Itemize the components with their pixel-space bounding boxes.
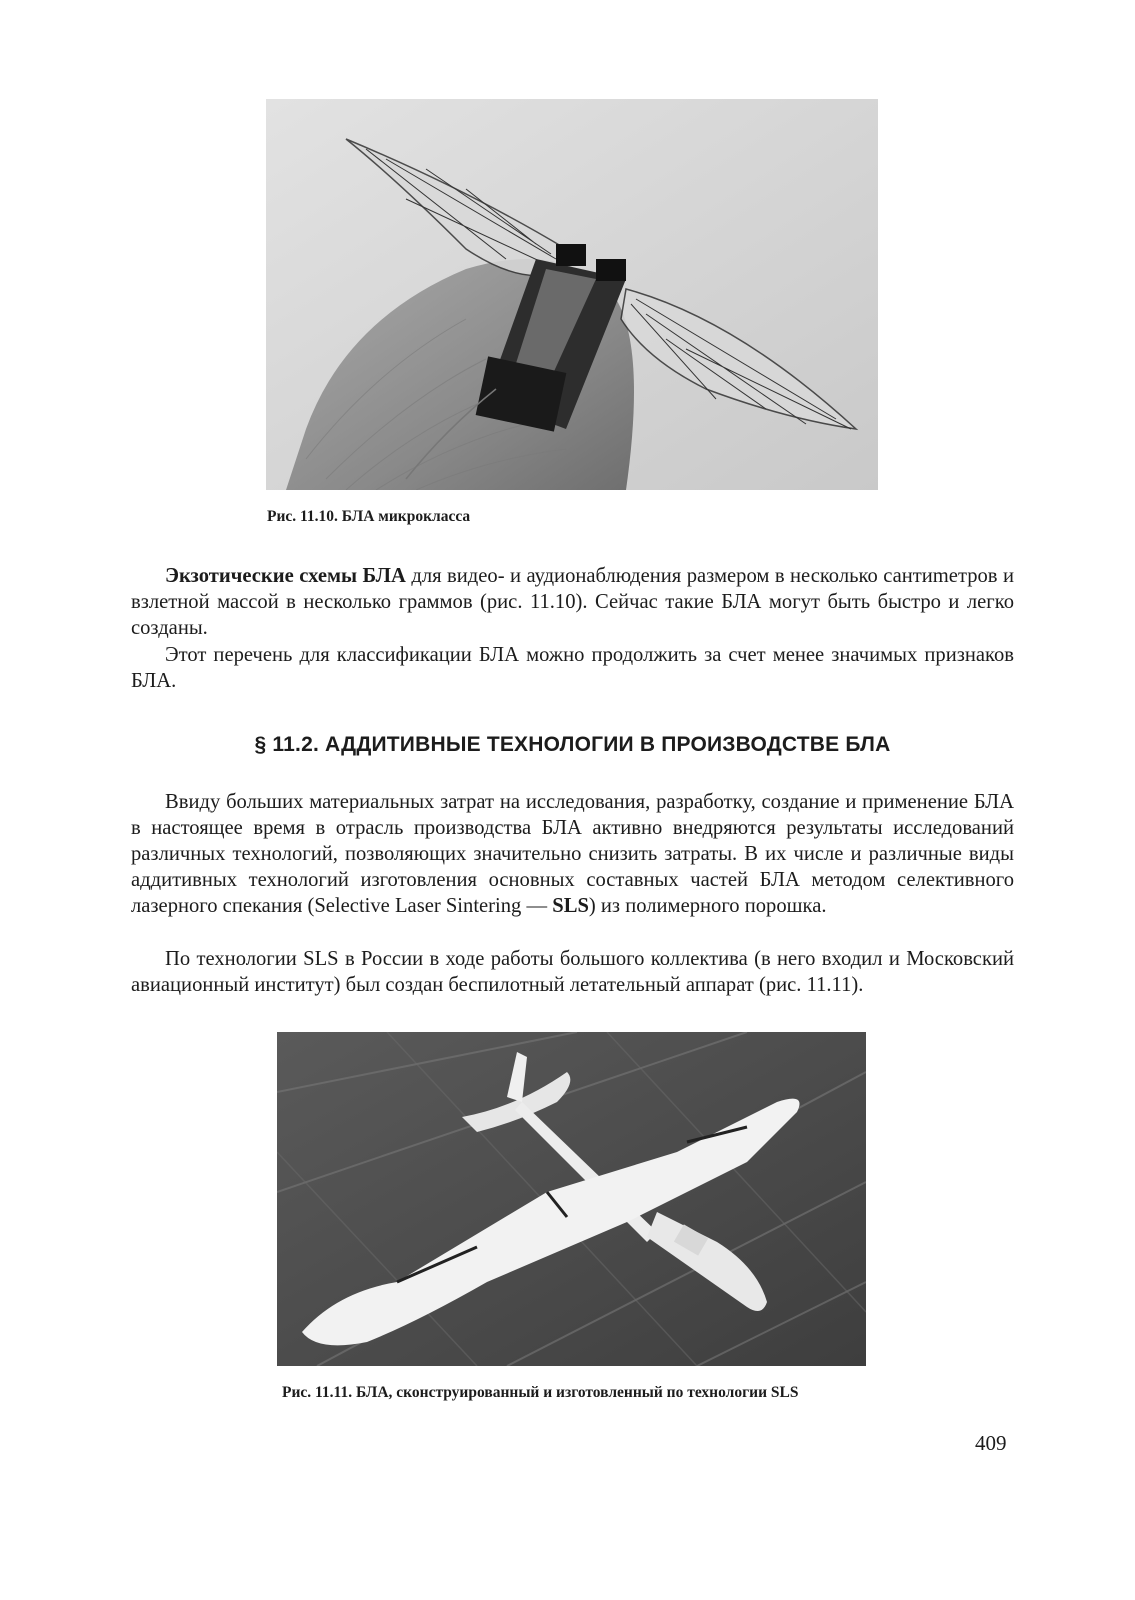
page-number: 409 [975, 1431, 1007, 1455]
paragraph-text: Ввиду больших материальных затрат на исследования, разработку, создание и применение БЛА в настоящее время в отрасль производства БЛА активно внедряются результаты исследований различных технологий, позволяющих значительно снизить затраты. В их числе и различные виды аддитивных технологий изготовления основных составных частей БЛА методом селективного лазерного спекания (Selective Laser Sintering — [131, 791, 1014, 917]
paragraph-text: для видео- и аудионаблюдения размером в несколько сантиmетров и взлетной массой в несколько граммов (рис. 11.10). Сейчас такие БЛА могут быть быстро и легко созданы. [131, 565, 1014, 639]
paragraph [131, 563, 1014, 641]
paragraph-text: ) из полимерного порошка. [588, 895, 827, 917]
paragraph: По технологии SLS в России в ходе работы большого коллектива (в него входил и Московский авиационный институт) был создан беспилотный летательный аппарат (рис. 11.11). [131, 948, 1014, 996]
figure-caption: Рис. 11.11. БЛА, сконструированный и изготовленный по технологии SLS [282, 1384, 799, 1401]
figure-sls-uav-photo [277, 1032, 866, 1366]
bold-term: Экзотические схемы БЛА [165, 565, 406, 587]
figure-caption: Рис. 11.10. БЛА микрокласса [267, 508, 471, 525]
section-heading: § 11.2. АДДИТИВНЫЕ ТЕХНОЛОГИИ В ПРОИЗВОДСТВЕ БЛА [254, 733, 891, 756]
paragraph [131, 789, 1014, 919]
figure-micro-uav-photo [266, 99, 878, 490]
paragraph: Этот перечень для классификации БЛА можно продолжить за счет менее значимых признаков БЛА. [131, 644, 1014, 692]
bold-term: SLS [552, 895, 589, 917]
